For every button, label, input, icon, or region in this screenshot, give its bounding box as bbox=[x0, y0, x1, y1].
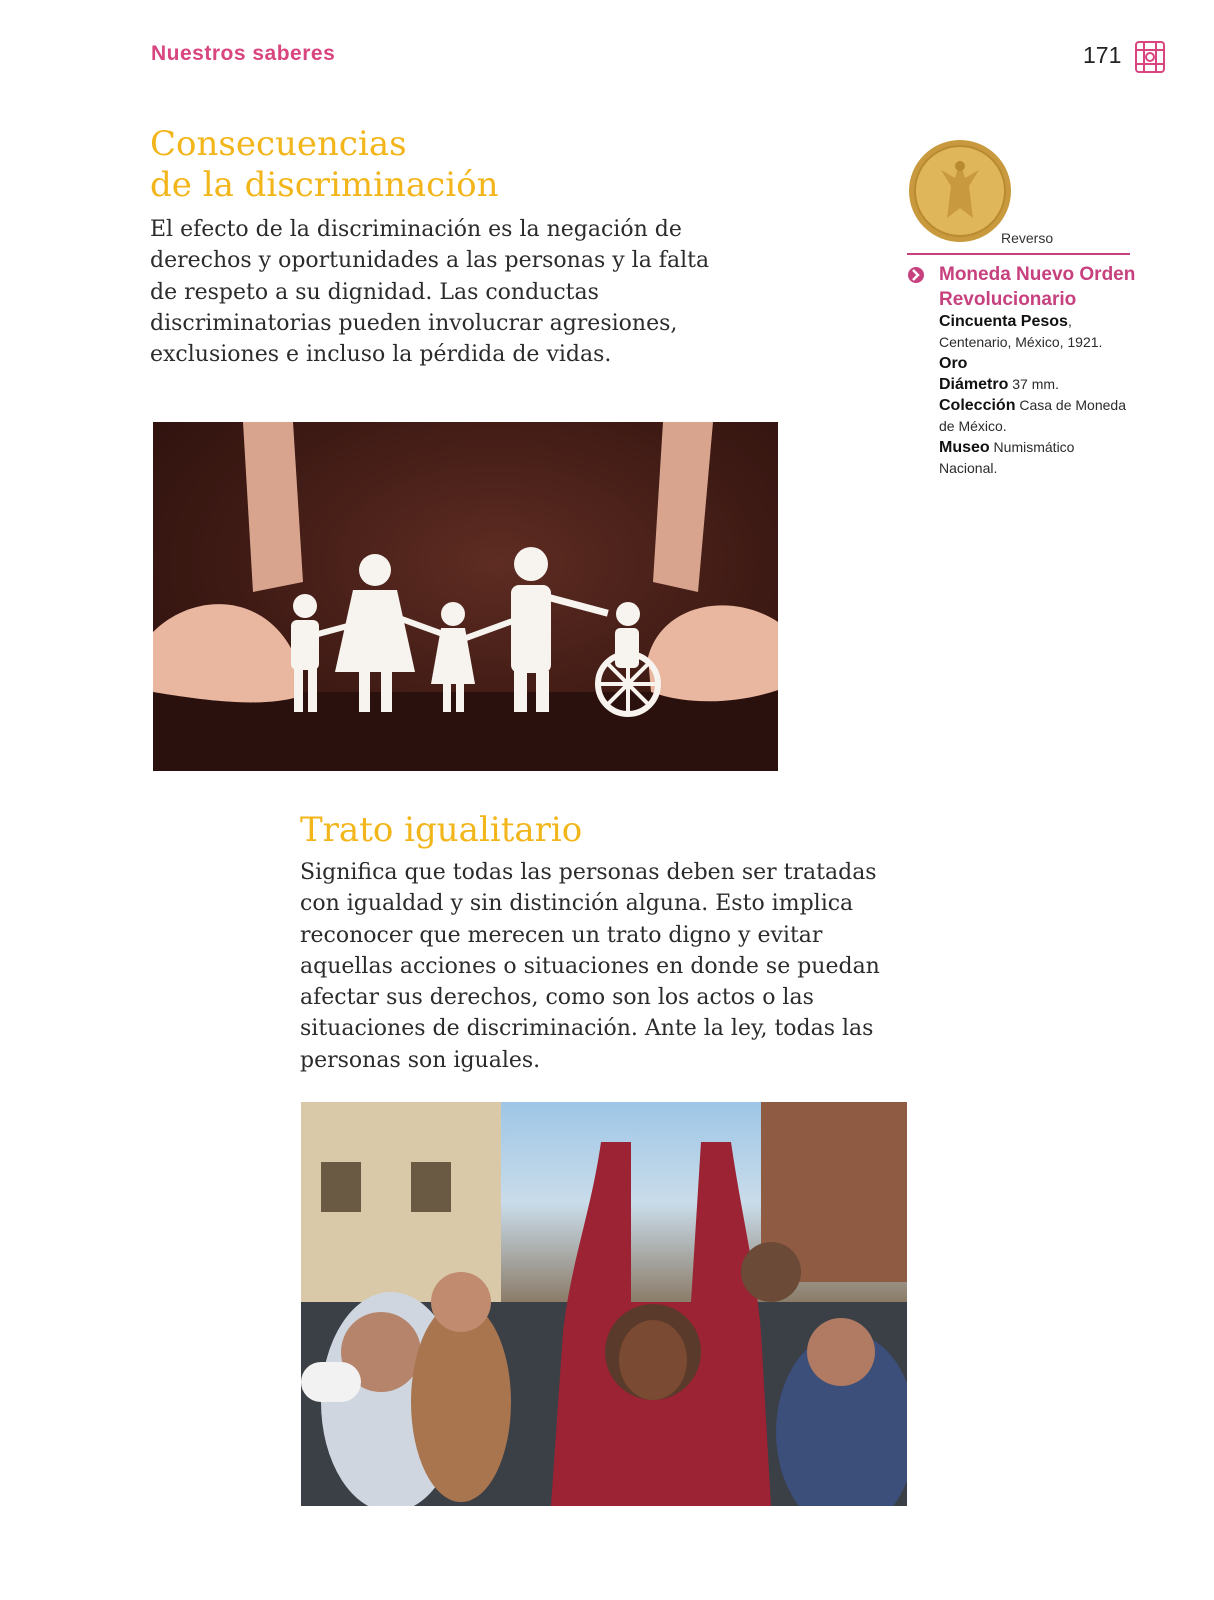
section-title-consequences bbox=[150, 124, 710, 206]
page-number: 171 bbox=[1083, 42, 1122, 68]
title-line-1: Consecuencias bbox=[150, 124, 407, 164]
coin-facts bbox=[939, 311, 1129, 479]
equal-treatment-paragraph: Significa que todas las personas deben ser tratadas con igualdad y sin distinción alguna. Esto implica reconocer que merecen un trato digno y evitar aquellas acciones o situaciones en donde se puedan afectar sus derechos, como son los actos o las situaciones de discriminación. Ante la ley, todas las personas son iguales. bbox=[300, 860, 880, 1073]
consequences-paragraph: El efecto de la discriminación es la negación de derechos y oportunidades a las personas y la falta de respeto a su dignidad. Las conductas discriminatorias pueden involucrar agresiones, exclusiones e incluso la pérdida de vidas. bbox=[150, 217, 710, 368]
coin-diameter-label: Diámetro bbox=[939, 376, 1009, 393]
divider-rule bbox=[907, 253, 1130, 255]
coin-museum-label: Museo bbox=[939, 439, 990, 456]
coin-caption: Reverso bbox=[1001, 230, 1054, 246]
coin-collection-label: Colección bbox=[939, 397, 1016, 414]
gold-coin-image bbox=[907, 138, 1013, 244]
title-line-2: de la discriminación bbox=[150, 164, 499, 205]
coin-title: Moneda Nuevo Orden Revolucionario bbox=[939, 264, 1136, 310]
protest-crowd-photo bbox=[301, 1102, 907, 1506]
coin-museum-value: Numismático Nacional. bbox=[939, 439, 1075, 476]
coin-name: Cincuenta Pesos bbox=[939, 313, 1068, 330]
coin-material: Oro bbox=[939, 355, 968, 372]
coin-diameter-value: 37 mm. bbox=[1008, 376, 1059, 392]
running-head: Nuestros saberes bbox=[151, 42, 336, 65]
section-title-equal-treatment: Trato igualitario bbox=[300, 810, 583, 850]
chevron-right-icon bbox=[907, 266, 925, 284]
prehispanic-glyph-icon bbox=[1132, 38, 1168, 76]
paper-family-photo bbox=[153, 422, 778, 771]
coin-collection-value: Casa de Moneda de México. bbox=[939, 397, 1126, 434]
coin-name-rest: , Centenario, México, 1921. bbox=[939, 313, 1103, 350]
